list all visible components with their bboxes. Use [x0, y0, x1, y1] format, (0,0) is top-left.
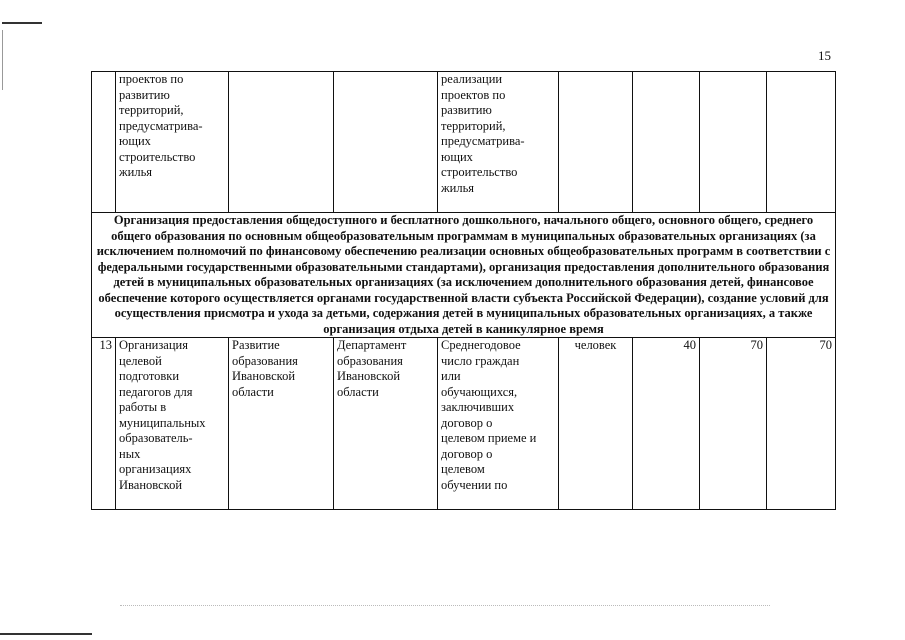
- value-cell: [767, 72, 836, 213]
- scan-artifact-dots: [120, 605, 770, 607]
- program-table: [91, 71, 836, 510]
- value-cell: [633, 72, 700, 213]
- page-number: 15: [818, 48, 831, 63]
- value-cell: [700, 72, 767, 213]
- measure-name-cell: Организация целевой подготовки педагогов для работы в муниципальных образователь- ных организациях Ивановской: [116, 338, 229, 510]
- unit-cell: [559, 72, 633, 213]
- scan-artifact-line: [2, 22, 42, 24]
- program-cell: Развитие образования Ивановской области: [229, 338, 334, 510]
- measure-name-cell: проектов по развитию территорий, предусматрива- ющих строительство жилья: [116, 72, 229, 213]
- scan-artifact-line: [2, 30, 3, 90]
- value-cell: 70: [767, 338, 836, 510]
- value-cell: 40: [633, 338, 700, 510]
- unit-cell: человек: [559, 338, 633, 510]
- row-number: 13: [92, 338, 116, 510]
- indicator-cell: Среднегодовое число граждан или обучающихся, заключивших договор о целевом приеме и договор о целевом обучении по: [438, 338, 559, 510]
- section-heading: Организация предоставления общедоступного и бесплатного дошкольного, начального общего, основного общего, среднего общего образования по основным общеобразовательным программам в муниципальных образовательных организациях (за исключением полномочий по финансовому обеспечению реализации основных общеобразовательных программ в соответствии с федеральными государственными образовательными стандартами), организация предоставления дополнительного образования детей в муниципальных образовательных организациях (за исключением дополнительного образования детей, финансовое обеспечение которого осуществляется органами государственной власти субъекта Российской Федерации), создание условий для осуществления присмотра и ухода за детьми, содержания детей в муниципальных образовательных организациях, а также организация отдыха детей в каникулярное время: [92, 213, 836, 338]
- section-heading-row: [92, 213, 836, 338]
- indicator-cell: реализации проектов по развитию территорий, предусматрива- ющих строительство жилья: [438, 72, 559, 213]
- scan-artifact-line: [0, 633, 92, 635]
- executor-cell: [334, 72, 438, 213]
- program-cell: [229, 72, 334, 213]
- executor-cell: Департамент образования Ивановской области: [334, 338, 438, 510]
- table-row: [92, 338, 836, 510]
- value-cell: 70: [700, 338, 767, 510]
- table-row: [92, 72, 836, 213]
- row-number: [92, 72, 116, 213]
